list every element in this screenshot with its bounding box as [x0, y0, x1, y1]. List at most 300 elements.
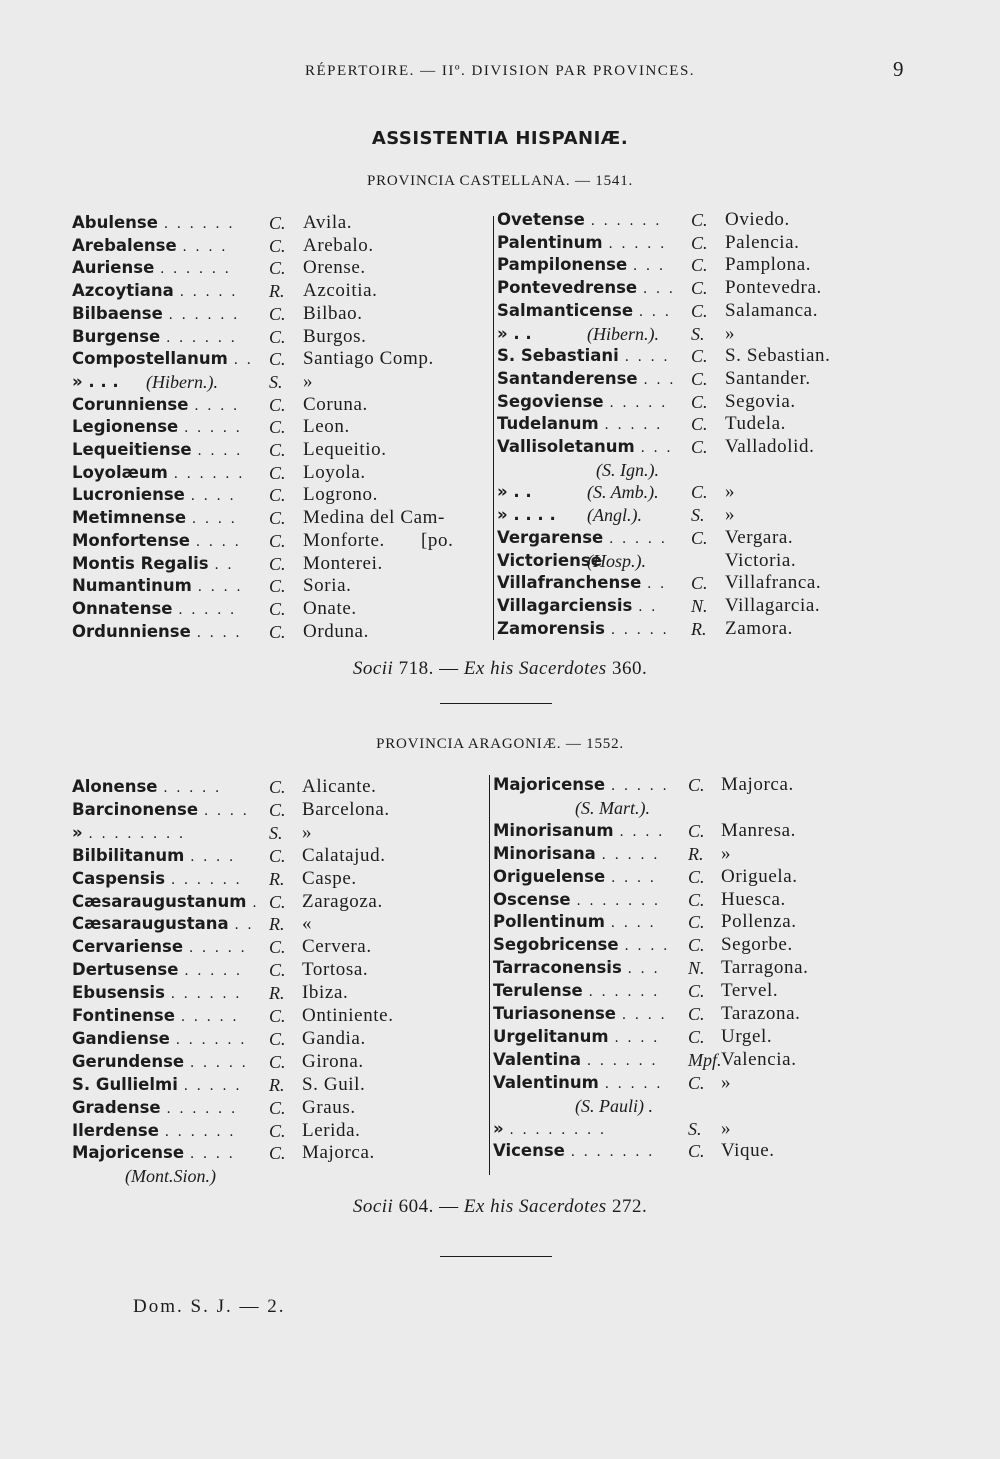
entry-row	[72, 1005, 482, 1027]
house-grade: R.	[269, 868, 285, 889]
house-name-text: Lequeitiense	[72, 440, 192, 459]
house-name	[497, 527, 667, 550]
column-divider	[489, 775, 490, 1175]
city-name: Leon.	[303, 416, 350, 438]
city-name: Lequeitio.	[303, 439, 387, 460]
entry-row	[72, 1028, 482, 1050]
house-name-text: S. Sebastiani	[497, 346, 619, 366]
house-grade: C.	[269, 349, 286, 370]
house-grade: C.	[269, 1143, 286, 1164]
house-name	[72, 936, 247, 959]
house-name-text: Vicense	[493, 1141, 565, 1161]
city-name: Majorca.	[721, 774, 794, 795]
house-name	[497, 413, 662, 436]
house-grade: C.	[269, 530, 286, 551]
entry-row	[497, 345, 877, 367]
house-name	[72, 891, 259, 914]
entry-row	[497, 232, 877, 254]
house-name-text: Terulense	[493, 981, 583, 1001]
entry-row	[493, 1026, 873, 1048]
city-name: Burgos.	[303, 325, 367, 347]
entry-row	[493, 1003, 873, 1025]
house-name	[72, 280, 238, 303]
leader-dots: . . . . .	[601, 846, 660, 863]
socii-label: Socii	[352, 658, 394, 679]
house-grade: C.	[269, 1051, 286, 1072]
leader-dots: . . . . . . . .	[88, 825, 186, 842]
entry-row	[72, 1165, 482, 1187]
house-name	[72, 959, 242, 982]
city-name: »	[721, 842, 732, 864]
house-name-text: Loyolæum	[72, 462, 168, 482]
house-grade: C.	[269, 1006, 286, 1026]
entry-row	[72, 1097, 482, 1119]
house-name	[493, 957, 660, 980]
leader-dots: . . . . . .	[588, 984, 660, 1001]
sacerdotes-count: 360.	[611, 658, 648, 679]
leader-dots: . . . . . .	[165, 329, 237, 346]
house-grade: C.	[269, 417, 286, 438]
house-name	[72, 913, 254, 936]
city-name: S. Guil.	[302, 1073, 366, 1095]
city-name: Zaragoza.	[302, 890, 383, 912]
leader-dots: . . . . .	[183, 420, 243, 437]
house-name	[493, 843, 660, 866]
leader-dots: . . . . . .	[164, 1123, 236, 1140]
house-grade: C.	[269, 960, 286, 981]
entry-row	[493, 1072, 873, 1094]
house-name	[493, 1026, 659, 1049]
house-name-text: Palentinum	[497, 232, 603, 252]
entry-row	[72, 845, 482, 867]
house-grade: C.	[691, 482, 708, 503]
house-name	[72, 598, 236, 621]
house-qualifier: (Hosp.).	[587, 550, 646, 571]
house-name	[493, 911, 656, 934]
house-name-text: Corunniense	[72, 394, 189, 414]
house-name	[497, 232, 666, 255]
house-name-text: Pontevedrense	[497, 278, 638, 298]
house-name-text: Oscense	[493, 889, 571, 909]
city-name: Vergara.	[725, 526, 794, 548]
leader-dots: . . . .	[619, 823, 665, 840]
entry-row	[497, 436, 877, 458]
house-name-text: Cæsaraugustanum	[72, 891, 247, 911]
house-grade: C.	[269, 485, 286, 506]
leader-dots: . . . .	[621, 1007, 667, 1023]
house-name-text: Caspensis	[72, 868, 166, 888]
city-name: Manresa.	[721, 819, 796, 841]
city-name: Girona.	[302, 1050, 364, 1072]
house-name-text: Valentinum	[493, 1072, 599, 1092]
house-name	[72, 621, 242, 644]
house-grade: C.	[269, 462, 286, 483]
entry-row	[497, 300, 877, 322]
house-name-text: Victoriense	[497, 550, 602, 570]
leader-dots: . . . . . .	[160, 261, 231, 278]
house-grade: C.	[691, 278, 708, 299]
house-grade: C.	[691, 437, 708, 457]
city-name: Coruna.	[303, 393, 368, 415]
leader-dots: . . . .	[196, 624, 242, 641]
section-rule	[440, 1256, 552, 1257]
house-name-text: Fontinense	[72, 1006, 175, 1025]
leader-dots: .	[252, 894, 259, 911]
house-name	[72, 1051, 248, 1074]
city-name: Avila.	[303, 212, 353, 233]
leader-dots: . . . .	[610, 869, 657, 886]
leader-dots: . . . . . .	[170, 871, 242, 888]
house-name-text: Vallisoletanum	[497, 437, 635, 456]
house-name-text: Villagarciensis	[497, 595, 633, 615]
entry-row	[493, 1049, 873, 1071]
house-name	[497, 595, 657, 618]
entry-row	[72, 936, 482, 958]
house-name-text: Auriense	[72, 258, 155, 278]
house-name-text: Compostellanum	[72, 349, 228, 369]
city-name: Origuela.	[721, 865, 798, 887]
entry-row	[72, 553, 482, 575]
house-qualifier: (Angl.).	[587, 505, 642, 526]
entry-row	[72, 484, 482, 506]
sacerdotes-count: 272.	[611, 1196, 648, 1217]
leader-dots: . . . . . . . .	[509, 1121, 607, 1138]
house-name-text: Bilbaense	[72, 303, 163, 323]
section-rule	[440, 703, 552, 704]
house-name-text: » . . . .	[497, 505, 556, 525]
city-name: »	[302, 821, 313, 843]
house-grade: C.	[691, 573, 708, 594]
house-name-text: Gandiense	[72, 1028, 170, 1048]
socii-count: 718.	[398, 658, 434, 679]
leader-dots: . . . . .	[179, 284, 238, 301]
leader-dots: . . . . .	[609, 394, 668, 411]
entry-row	[72, 235, 482, 257]
entry-row	[72, 575, 482, 597]
city-name: Graus.	[302, 1096, 356, 1118]
leader-dots: . .	[234, 917, 254, 934]
house-name-text: Burgense	[72, 326, 161, 346]
city-name: »	[303, 370, 314, 392]
city-name: Oviedo.	[725, 209, 790, 230]
city-name: Azcoitia.	[303, 280, 378, 302]
leader-dots: . . . .	[195, 533, 241, 550]
entry-row	[72, 394, 482, 416]
city-name: Soria.	[303, 575, 352, 597]
city-name: Onate.	[303, 597, 357, 619]
house-name-text: Origuelense	[493, 866, 606, 886]
house-name-text: Barcinonense	[72, 799, 199, 819]
city-name: Santander.	[725, 367, 811, 389]
leader-dots: . . . . . .	[166, 1100, 238, 1117]
entry-row	[493, 911, 873, 933]
city-name: Alicante.	[302, 776, 377, 797]
leader-dots: . .	[647, 576, 667, 593]
leader-dots: . . . .	[182, 238, 228, 255]
house-name-text: Urgelitanum	[493, 1026, 609, 1046]
city-name: Santiago Comp.	[303, 348, 434, 370]
house-grade: C.	[691, 391, 708, 412]
entry-row	[72, 913, 482, 935]
entry-row	[72, 280, 482, 302]
city-name: Tarazona.	[721, 1003, 801, 1024]
entry-row	[497, 391, 877, 413]
house-name-text: S. Gullielmi	[72, 1074, 178, 1094]
house-grade: C.	[269, 937, 286, 958]
entry-row	[72, 621, 482, 643]
running-head: RÉPERTOIRE. — IIº. DIVISION PAR PROVINCES.	[304, 63, 696, 79]
house-grade: C.	[688, 889, 705, 910]
entry-row	[72, 416, 482, 438]
house-name	[497, 345, 670, 368]
house-grade: S.	[269, 371, 283, 392]
house-grade: R.	[688, 843, 704, 864]
house-name	[72, 235, 228, 258]
entry-row	[72, 1074, 482, 1096]
leader-dots: . . . . .	[610, 621, 669, 638]
city-name: Barcelona.	[302, 798, 390, 820]
entry-row	[72, 303, 482, 325]
leader-dots: . . .	[638, 303, 672, 320]
house-name	[493, 820, 665, 843]
house-name-text: Onnatense	[72, 598, 173, 618]
house-name-text: Gradense	[72, 1097, 161, 1117]
house-name	[497, 391, 667, 414]
city-name: «	[302, 913, 313, 935]
leader-dots: . . . . .	[178, 601, 237, 618]
house-name	[497, 300, 671, 323]
leader-dots: . . .	[627, 961, 660, 978]
house-name	[493, 980, 659, 1003]
city-name: Calatajud.	[302, 844, 386, 866]
house-name	[493, 866, 656, 889]
house-name-text: Pollentinum	[493, 912, 605, 932]
entry-row	[72, 507, 482, 529]
house-grade: C.	[269, 394, 286, 415]
house-name	[72, 484, 236, 507]
house-grade: N.	[691, 595, 708, 616]
house-grade: C.	[691, 255, 708, 276]
signature-mark: Dom. S. J. — 2.	[133, 1296, 286, 1317]
house-name-text: Minorisana	[493, 843, 596, 863]
entry-row	[493, 1140, 873, 1162]
leader-dots: . . . .	[197, 443, 243, 459]
leader-dots: . . .	[632, 258, 666, 275]
house-grade: N.	[688, 958, 705, 979]
entry-row	[72, 348, 482, 370]
entry-row	[72, 891, 482, 913]
house-name-text: Cæsaraugustana	[72, 914, 229, 934]
column-divider	[493, 216, 494, 640]
city-name: Orduna.	[303, 620, 369, 642]
house-name	[72, 575, 243, 598]
house-name	[72, 553, 234, 576]
entry-row	[493, 980, 873, 1002]
house-name-text: Abulense	[72, 213, 158, 232]
house-name	[493, 774, 669, 797]
house-name-text: Ordunniense	[72, 621, 191, 641]
house-grade: S.	[691, 505, 705, 526]
house-name	[72, 212, 235, 235]
house-name	[497, 209, 662, 232]
leader-dots: . . . .	[203, 802, 249, 819]
house-name	[497, 368, 676, 391]
entry-row	[497, 481, 877, 503]
leader-dots: . .	[638, 598, 658, 615]
entry-row	[72, 462, 482, 484]
house-name-text: Numantinum	[72, 576, 192, 596]
entry-row	[493, 1118, 873, 1140]
house-name-text: Vergarense	[497, 527, 604, 547]
house-grade: C.	[691, 346, 708, 367]
city-name: Cervera.	[302, 936, 372, 958]
leader-dots: . . . .	[190, 848, 236, 865]
house-name-text: Ovetense	[497, 210, 585, 229]
house-qualifier: (S. Mart.).	[575, 797, 650, 818]
city-name: Salamanca.	[725, 299, 819, 321]
city-name: »	[725, 481, 736, 503]
house-name-text: » . .	[497, 482, 532, 502]
city-name: »	[725, 504, 736, 526]
entry-row	[72, 326, 482, 348]
leader-dots: . . . . .	[189, 1054, 248, 1071]
entry-row	[497, 618, 877, 640]
house-grade: C.	[688, 1141, 705, 1162]
sacerdotes-label: Ex his Sacerdotes	[463, 1196, 607, 1217]
entry-row	[497, 550, 877, 572]
city-name: S. Sebastian.	[725, 345, 831, 367]
city-name: »	[721, 1117, 732, 1139]
leader-dots: . . . . .	[604, 417, 663, 434]
entry-row	[493, 820, 873, 842]
house-name-text: Segoviense	[497, 391, 604, 411]
house-name-text: Santanderense	[497, 368, 638, 388]
entry-row	[497, 527, 877, 549]
entry-row	[497, 368, 877, 390]
city-name: Zamora.	[725, 617, 794, 639]
leader-dots: . . . .	[194, 397, 240, 414]
leader-dots: . . . .	[190, 488, 236, 505]
house-grade: C.	[269, 576, 286, 597]
entry-row	[72, 982, 482, 1004]
city-name: Medina del Cam-	[303, 507, 445, 529]
city-name: Ibiza.	[302, 982, 349, 1004]
house-grade: C.	[269, 440, 286, 460]
house-grade: C.	[269, 777, 286, 797]
house-name-text: Montis Regalis	[72, 553, 209, 573]
house-name	[72, 776, 221, 799]
house-grade: C.	[269, 891, 286, 912]
entry-row	[493, 1095, 873, 1117]
entry-row	[72, 1120, 482, 1142]
house-grade: R.	[269, 983, 285, 1004]
house-name-text: Tarraconensis	[493, 958, 622, 978]
house-name	[72, 371, 119, 393]
leader-dots: . . . . . .	[590, 213, 662, 229]
city-name: Segovia.	[725, 390, 796, 412]
house-name	[493, 1072, 663, 1095]
house-name-text: Gerundense	[72, 1051, 185, 1071]
house-name-text: Tudelanum	[497, 414, 599, 434]
house-grade: C.	[269, 621, 286, 642]
leader-dots: . . . . .	[180, 1009, 239, 1025]
house-qualifier: (Hibern.).	[587, 323, 659, 344]
city-name: Villafranca.	[725, 572, 822, 594]
city-name: »	[725, 322, 736, 344]
house-name	[497, 618, 669, 641]
house-grade: C.	[269, 598, 286, 619]
house-qualifier: (S. Amb.).	[587, 482, 659, 503]
house-name	[493, 1140, 654, 1163]
house-name	[497, 254, 665, 277]
house-grade: C.	[688, 912, 705, 933]
house-grade: C.	[688, 1026, 705, 1047]
house-grade: C.	[269, 235, 286, 256]
house-name	[493, 1003, 667, 1026]
house-name-text: Metimnense	[72, 508, 187, 528]
city-name: Pontevedra.	[725, 277, 822, 299]
entry-row	[72, 1051, 482, 1073]
house-name	[493, 934, 669, 957]
city-name: Ontiniente.	[302, 1005, 394, 1026]
house-name-text: »	[72, 822, 83, 842]
house-grade: R.	[269, 914, 285, 935]
entry-row	[497, 504, 877, 526]
house-grade: C.	[691, 368, 708, 389]
leader-dots: . . . . . .	[170, 986, 242, 1003]
house-name-text: Azcoytiana	[72, 281, 174, 301]
house-name-text: Ilerdense	[72, 1120, 159, 1140]
leader-dots: . .	[214, 556, 234, 573]
city-name: Segorbe.	[721, 934, 793, 956]
house-grade: C.	[269, 1120, 286, 1141]
house-grade: C.	[269, 258, 286, 279]
city-name: Loyola.	[303, 461, 366, 483]
house-grade: C.	[691, 527, 708, 548]
house-grade: C.	[691, 300, 708, 321]
leader-dots: . . . . .	[608, 530, 668, 547]
city-name: Majorca.	[302, 1142, 375, 1164]
house-name	[497, 436, 673, 459]
house-grade: C.	[269, 799, 286, 820]
city-name: Lerida.	[302, 1119, 361, 1141]
house-name	[497, 277, 675, 300]
castellana-summary	[0, 658, 1000, 680]
house-name	[497, 481, 532, 503]
house-name	[72, 326, 237, 349]
city-name: Valencia.	[721, 1048, 797, 1070]
city-name: Tarragona.	[721, 957, 809, 979]
aragoniae-summary	[0, 1196, 1000, 1218]
entry-row	[493, 889, 873, 911]
entry-row	[72, 822, 482, 844]
house-grade: C.	[269, 553, 286, 574]
city-name: Urgel.	[721, 1025, 773, 1047]
house-name-text: Valentina	[493, 1049, 582, 1069]
city-name: Tervel.	[721, 980, 779, 1002]
entry-row	[497, 209, 877, 231]
city-name: Bilbao.	[303, 302, 363, 324]
leader-dots: . . . .	[191, 511, 237, 528]
house-name-text: » . .	[497, 323, 532, 343]
house-name-text: Arebalense	[72, 235, 177, 255]
city-name: Gandia.	[302, 1027, 366, 1049]
house-name	[72, 868, 242, 891]
house-name-text: » . . .	[72, 371, 119, 391]
house-name	[72, 507, 237, 530]
city-name: Monterei.	[303, 552, 383, 574]
leader-dots: . . . .	[610, 915, 656, 932]
